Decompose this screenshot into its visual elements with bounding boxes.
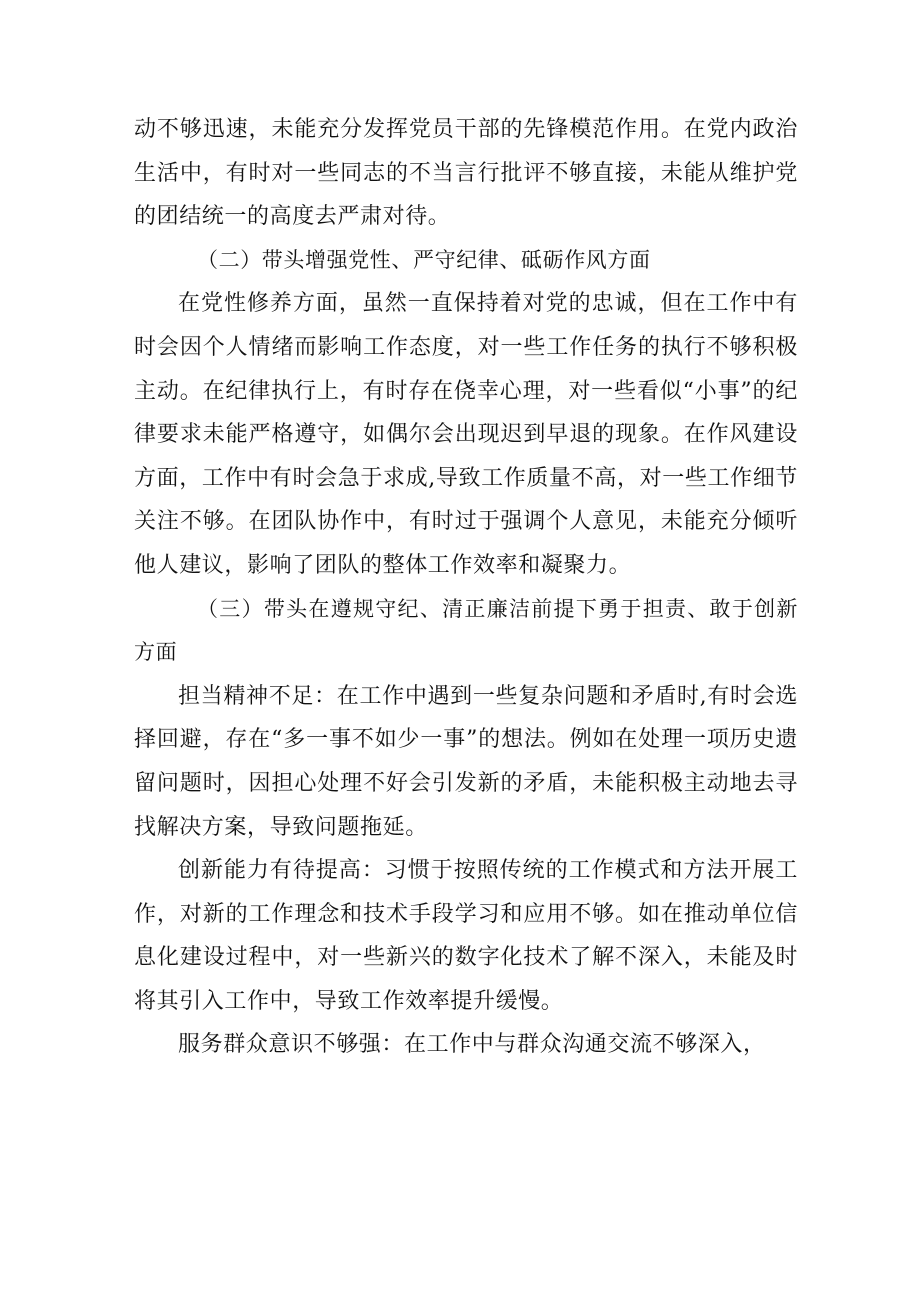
paragraph-service: 服务群众意识不够强：在工作中与群众沟通交流不够深入，: [178, 1032, 766, 1058]
paragraph-continuation: 动不够迅速，未能充分发挥党员干部的先锋模范作用。在党内政治生活中，有时对一些同志的不当言行批评不够直接，未能从维护党的团结统一的高度去严肃对待。: [134, 117, 798, 230]
section-heading-3: （三）带头在遵规守纪、清正廉洁前提下勇于担责、敢于创新方面: [134, 596, 798, 665]
paragraph-party-spirit: 在党性修养方面，虽然一直保持着对党的忠诚，但在工作中有时会因个人情绪而影响工作态度，对一些工作任务的执行不够积极主动。在纪律执行上，有时存在侥幸心理，对一些看似“小事”的纪律要求未能严格遵守，如偶尔会出现迟到早退的现象。在作风建设方面，工作中有时会急于求成,导致工作质量不高，对一些工作细节关注不够。在团队协作中，有时过于强调个人意见，未能充分倾听他人建议，影响了团队的整体工作效率和凝聚力。: [134, 291, 798, 578]
paragraph-innovation: 创新能力有待提高：习惯于按照传统的工作模式和方法开展工作，对新的工作理念和技术手段学习和应用不够。如在推动单位信息化建设过程中，对一些新兴的数字化技术了解不深入，未能及时将其引入工作中，导致工作效率提升缓慢。: [134, 858, 798, 1014]
paragraph-responsibility: 担当精神不足：在工作中遇到一些复杂问题和矛盾时,有时会选择回避，存在“多一事不如少一事”的想法。例如在处理一项历史遗留问题时，因担心处理不好会引发新的矛盾，未能积极主动地去寻找解决方案，导致问题拖延。: [134, 683, 798, 840]
document-body: [134, 108, 798, 1067]
section-heading-2: （二）带头增强党性、严守纪律、砥砺作风方面: [197, 247, 651, 272]
